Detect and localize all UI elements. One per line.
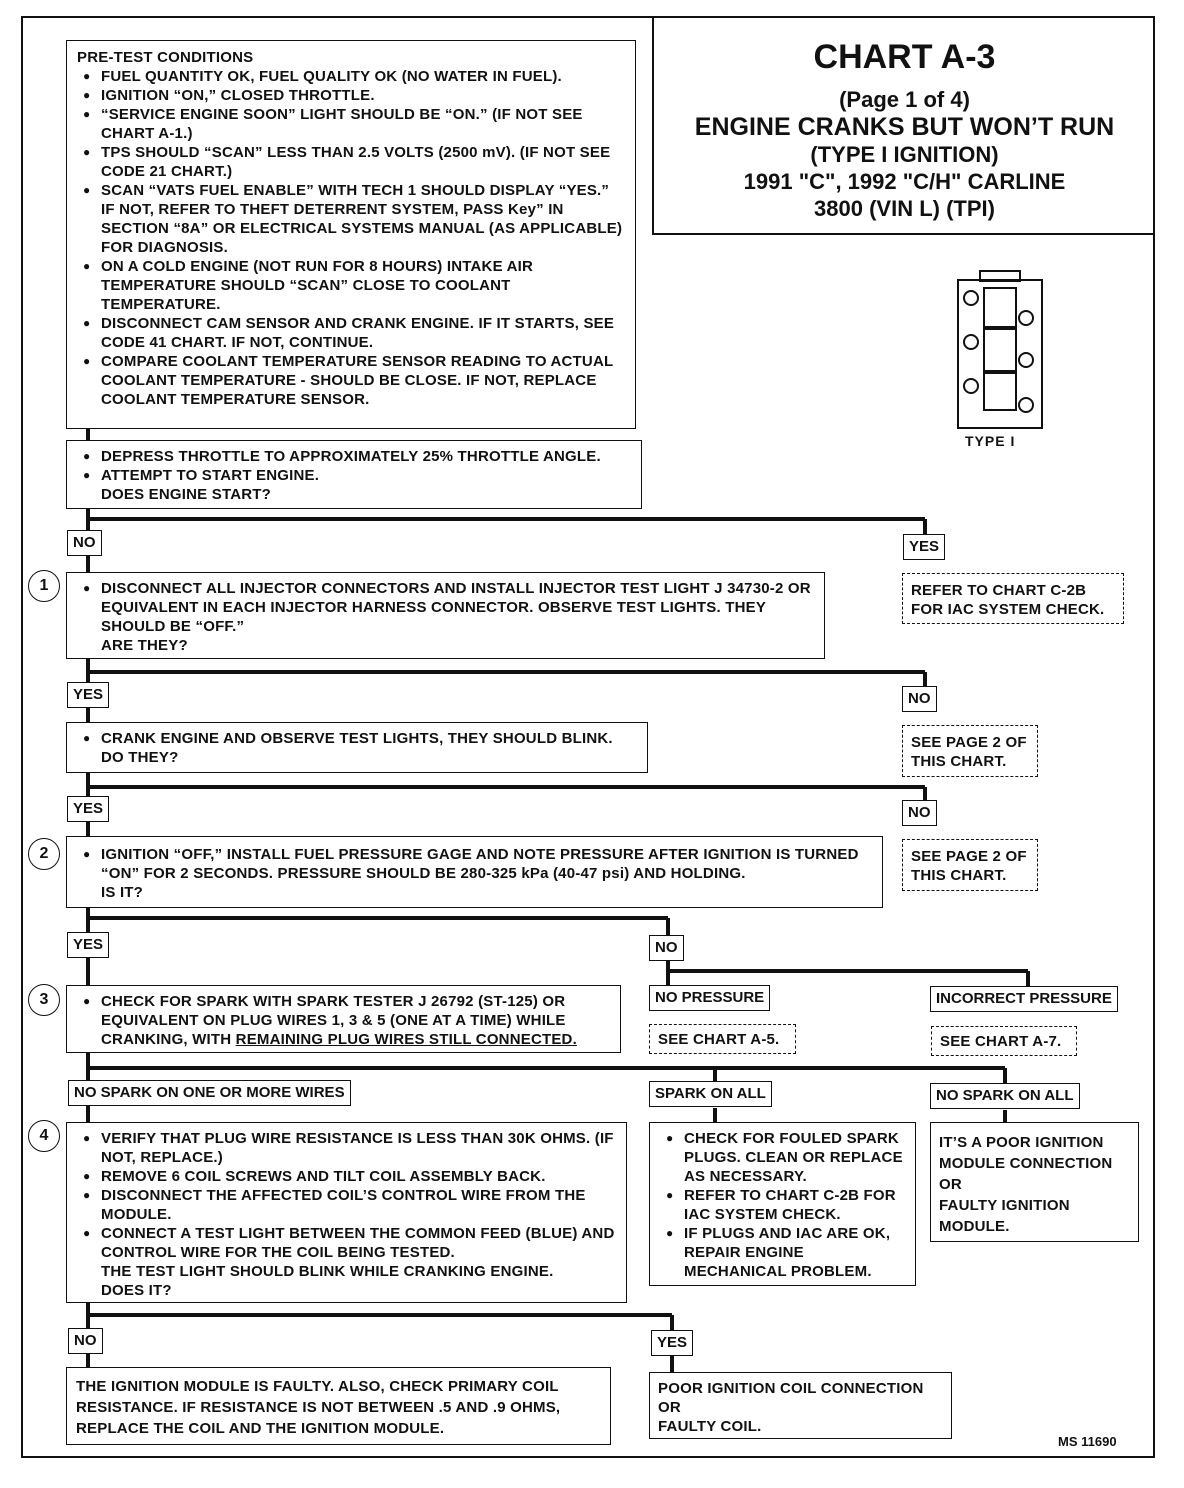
label-yes: YES [67, 932, 109, 958]
type-i-connector-diagram [958, 271, 1042, 428]
no-spark-all-line1: IT’S A POOR IGNITION MODULE CONNECTION [939, 1134, 1113, 1172]
no-spark-all-box [930, 1122, 1139, 1242]
list-item: ● TPS SHOULD “SCAN” LESS THAN 2.5 VOLTS (2500 mV). (IF NOT SEE CODE 21 CHART.) [75, 143, 627, 181]
pretest-list [75, 67, 627, 409]
chart-title-block [652, 16, 1155, 235]
list-item: ● REFER TO CHART C-2B FOR IAC SYSTEM CHECK. [658, 1186, 907, 1224]
list-item: ● REMOVE 6 COIL SCREWS AND TILT COIL ASSEMBLY BACK. [75, 1167, 618, 1186]
chart-page: (Page 1 of 4) [839, 87, 970, 112]
module-faulty-box: THE IGNITION MODULE IS FAULTY. ALSO, CHECK PRIMARY COIL RESISTANCE. IF RESISTANCE IS NOT BETWEEN .5 AND .9 OHMS, REPLACE THE COIL AND THE IGNITION MODULE. [66, 1367, 611, 1445]
label-no: NO [649, 935, 684, 961]
step-1-box [66, 572, 825, 659]
list-item: ● SCAN “VATS FUEL ENABLE” WITH TECH 1 SHOULD DISPLAY “YES.” IF NOT, REFER TO THEFT DETERRENT SYSTEM, PASS Key” IN SECTION “8A” OR ELECTRICAL SYSTEMS MANUAL (AS APPLICABLE) FOR DIAGNOSIS. [75, 181, 627, 257]
step-3-box [66, 985, 621, 1053]
label-no: NO [67, 530, 102, 556]
poor-coil-box [649, 1372, 952, 1439]
step-2-marker: 2 [28, 838, 60, 870]
step-1-question: ARE THEY? [101, 637, 188, 654]
step-3-text-underlined: REMAINING PLUG WIRES STILL CONNECTED. [235, 1031, 577, 1048]
see-a5-box: SEE CHART A-5. [649, 1024, 796, 1054]
label-no: NO [902, 800, 937, 826]
label-no-spark-all: NO SPARK ON ALL [930, 1083, 1080, 1109]
list-item: ● COMPARE COOLANT TEMPERATURE SENSOR READING TO ACTUAL COOLANT TEMPERATURE - SHOULD BE CLOSE. IF NOT, REPLACE COOLANT TEMPERATURE SENSOR. [75, 352, 627, 409]
step-2-text: ● IGNITION “OFF,” INSTALL FUEL PRESSURE GAGE AND NOTE PRESSURE AFTER IGNITION IS TURNED “ON” FOR 2 SECONDS. PRESSURE SHOULD BE 280-325 kPa (40-47 psi) AND HOLDING. [75, 845, 874, 883]
footer-code: MS 11690 [1058, 1434, 1117, 1449]
step-4-marker: 4 [28, 1120, 60, 1152]
list-item: ● ON A COLD ENGINE (NOT RUN FOR 8 HOURS) INTAKE AIR TEMPERATURE SHOULD “SCAN” CLOSE TO COOLANT TEMPERATURE. [75, 257, 627, 314]
chart-engine: 3800 (VIN L) (TPI) [814, 196, 995, 221]
chart-headline: ENGINE CRANKS BUT WON’T RUN [694, 113, 1115, 141]
list-item: ● DISCONNECT CAM SENSOR AND CRANK ENGINE. IF IT STARTS, SEE CODE 41 CHART. IF NOT, CONTINUE. [75, 314, 627, 352]
step-4-box [66, 1122, 627, 1303]
label-no: NO [68, 1328, 103, 1354]
label-yes: YES [903, 534, 945, 560]
list-item: ● CONNECT A TEST LIGHT BETWEEN THE COMMON FEED (BLUE) AND CONTROL WIRE FOR THE COIL BEING TESTED. [75, 1224, 618, 1262]
poor-coil-line2: OR [658, 1399, 681, 1416]
see-page2-box: SEE PAGE 2 OF THIS CHART. [902, 839, 1038, 891]
poor-coil-line3: FAULTY COIL. [658, 1418, 762, 1435]
label-no-pressure: NO PRESSURE [649, 985, 770, 1011]
crank-box [66, 722, 648, 773]
start-box [66, 440, 642, 509]
chart-number: CHART A-3 [813, 38, 996, 76]
label-incorrect-pressure: INCORRECT PRESSURE [930, 986, 1118, 1012]
label-yes: YES [67, 682, 109, 708]
list-item: ● DEPRESS THROTTLE TO APPROXIMATELY 25% THROTTLE ANGLE. [75, 447, 633, 466]
chart-carline: 1991 "C", 1992 "C/H" CARLINE [743, 169, 1066, 194]
step-3-text-main: CHECK FOR SPARK WITH SPARK TESTER J 26792 (ST-125) OR EQUIVALENT ON PLUG WIRES 1, 3 & 5 (ONE AT A TIME) WHILE CRANKING, WITH [101, 993, 566, 1048]
see-a7-box: SEE CHART A-7. [931, 1026, 1077, 1056]
step-4-question: DOES IT? [101, 1282, 172, 1299]
label-yes: YES [67, 796, 109, 822]
label-spark-all: SPARK ON ALL [649, 1081, 772, 1107]
list-item: ● IF PLUGS AND IAC ARE OK, REPAIR ENGINE MECHANICAL PROBLEM. [658, 1224, 907, 1281]
step-1-text: ● DISCONNECT ALL INJECTOR CONNECTORS AND INSTALL INJECTOR TEST LIGHT J 34730-2 OR EQUIVALENT IN EACH INJECTOR HARNESS CONNECTOR. OBSERVE TEST LIGHTS. THEY SHOULD BE “OFF.” [75, 579, 816, 636]
step-3-marker: 3 [28, 984, 60, 1016]
crank-question: DO THEY? [101, 749, 179, 766]
step-1-marker: 1 [28, 570, 60, 602]
label-no-spark-one: NO SPARK ON ONE OR MORE WIRES [68, 1080, 351, 1106]
list-item: ● ATTEMPT TO START ENGINE. [75, 466, 633, 485]
step-2-question: IS IT? [101, 884, 144, 901]
diagram-label: TYPE I [965, 433, 1016, 449]
step-3-text [75, 992, 612, 1049]
see-page2-box: SEE PAGE 2 OF THIS CHART. [902, 725, 1038, 777]
list-item: ● DISCONNECT THE AFFECTED COIL’S CONTROL WIRE FROM THE MODULE. [75, 1186, 618, 1224]
pretest-heading: PRE-TEST CONDITIONS [77, 49, 254, 66]
no-spark-all-line3: FAULTY IGNITION MODULE. [939, 1197, 1070, 1235]
list-item: ● VERIFY THAT PLUG WIRE RESISTANCE IS LESS THAN 30K OHMS. (IF NOT, REPLACE.) [75, 1129, 618, 1167]
chart-ignition: (TYPE I IGNITION) [810, 142, 999, 167]
no-spark-all-line2: OR [939, 1176, 962, 1193]
poor-coil-line1: POOR IGNITION COIL CONNECTION [658, 1380, 924, 1397]
list-item: ● IGNITION “ON,” CLOSED THROTTLE. [75, 86, 627, 105]
spark-all-box [649, 1122, 916, 1286]
label-yes: YES [651, 1330, 693, 1356]
refer-c2b-box: REFER TO CHART C-2B FOR IAC SYSTEM CHECK. [902, 573, 1124, 624]
list-item: ● “SERVICE ENGINE SOON” LIGHT SHOULD BE “ON.” (IF NOT SEE CHART A-1.) [75, 105, 627, 143]
start-question: DOES ENGINE START? [101, 486, 271, 503]
label-no: NO [902, 686, 937, 712]
list-item: ● FUEL QUANTITY OK, FUEL QUALITY OK (NO WATER IN FUEL). [75, 67, 627, 86]
list-item: ● CHECK FOR FOULED SPARK PLUGS. CLEAN OR REPLACE AS NECESSARY. [658, 1129, 907, 1186]
crank-text: ● CRANK ENGINE AND OBSERVE TEST LIGHTS, THEY SHOULD BLINK. [75, 729, 639, 748]
step-2-box [66, 836, 883, 908]
step-4-tail: THE TEST LIGHT SHOULD BLINK WHILE CRANKING ENGINE. [101, 1263, 554, 1280]
pretest-box [66, 40, 636, 429]
